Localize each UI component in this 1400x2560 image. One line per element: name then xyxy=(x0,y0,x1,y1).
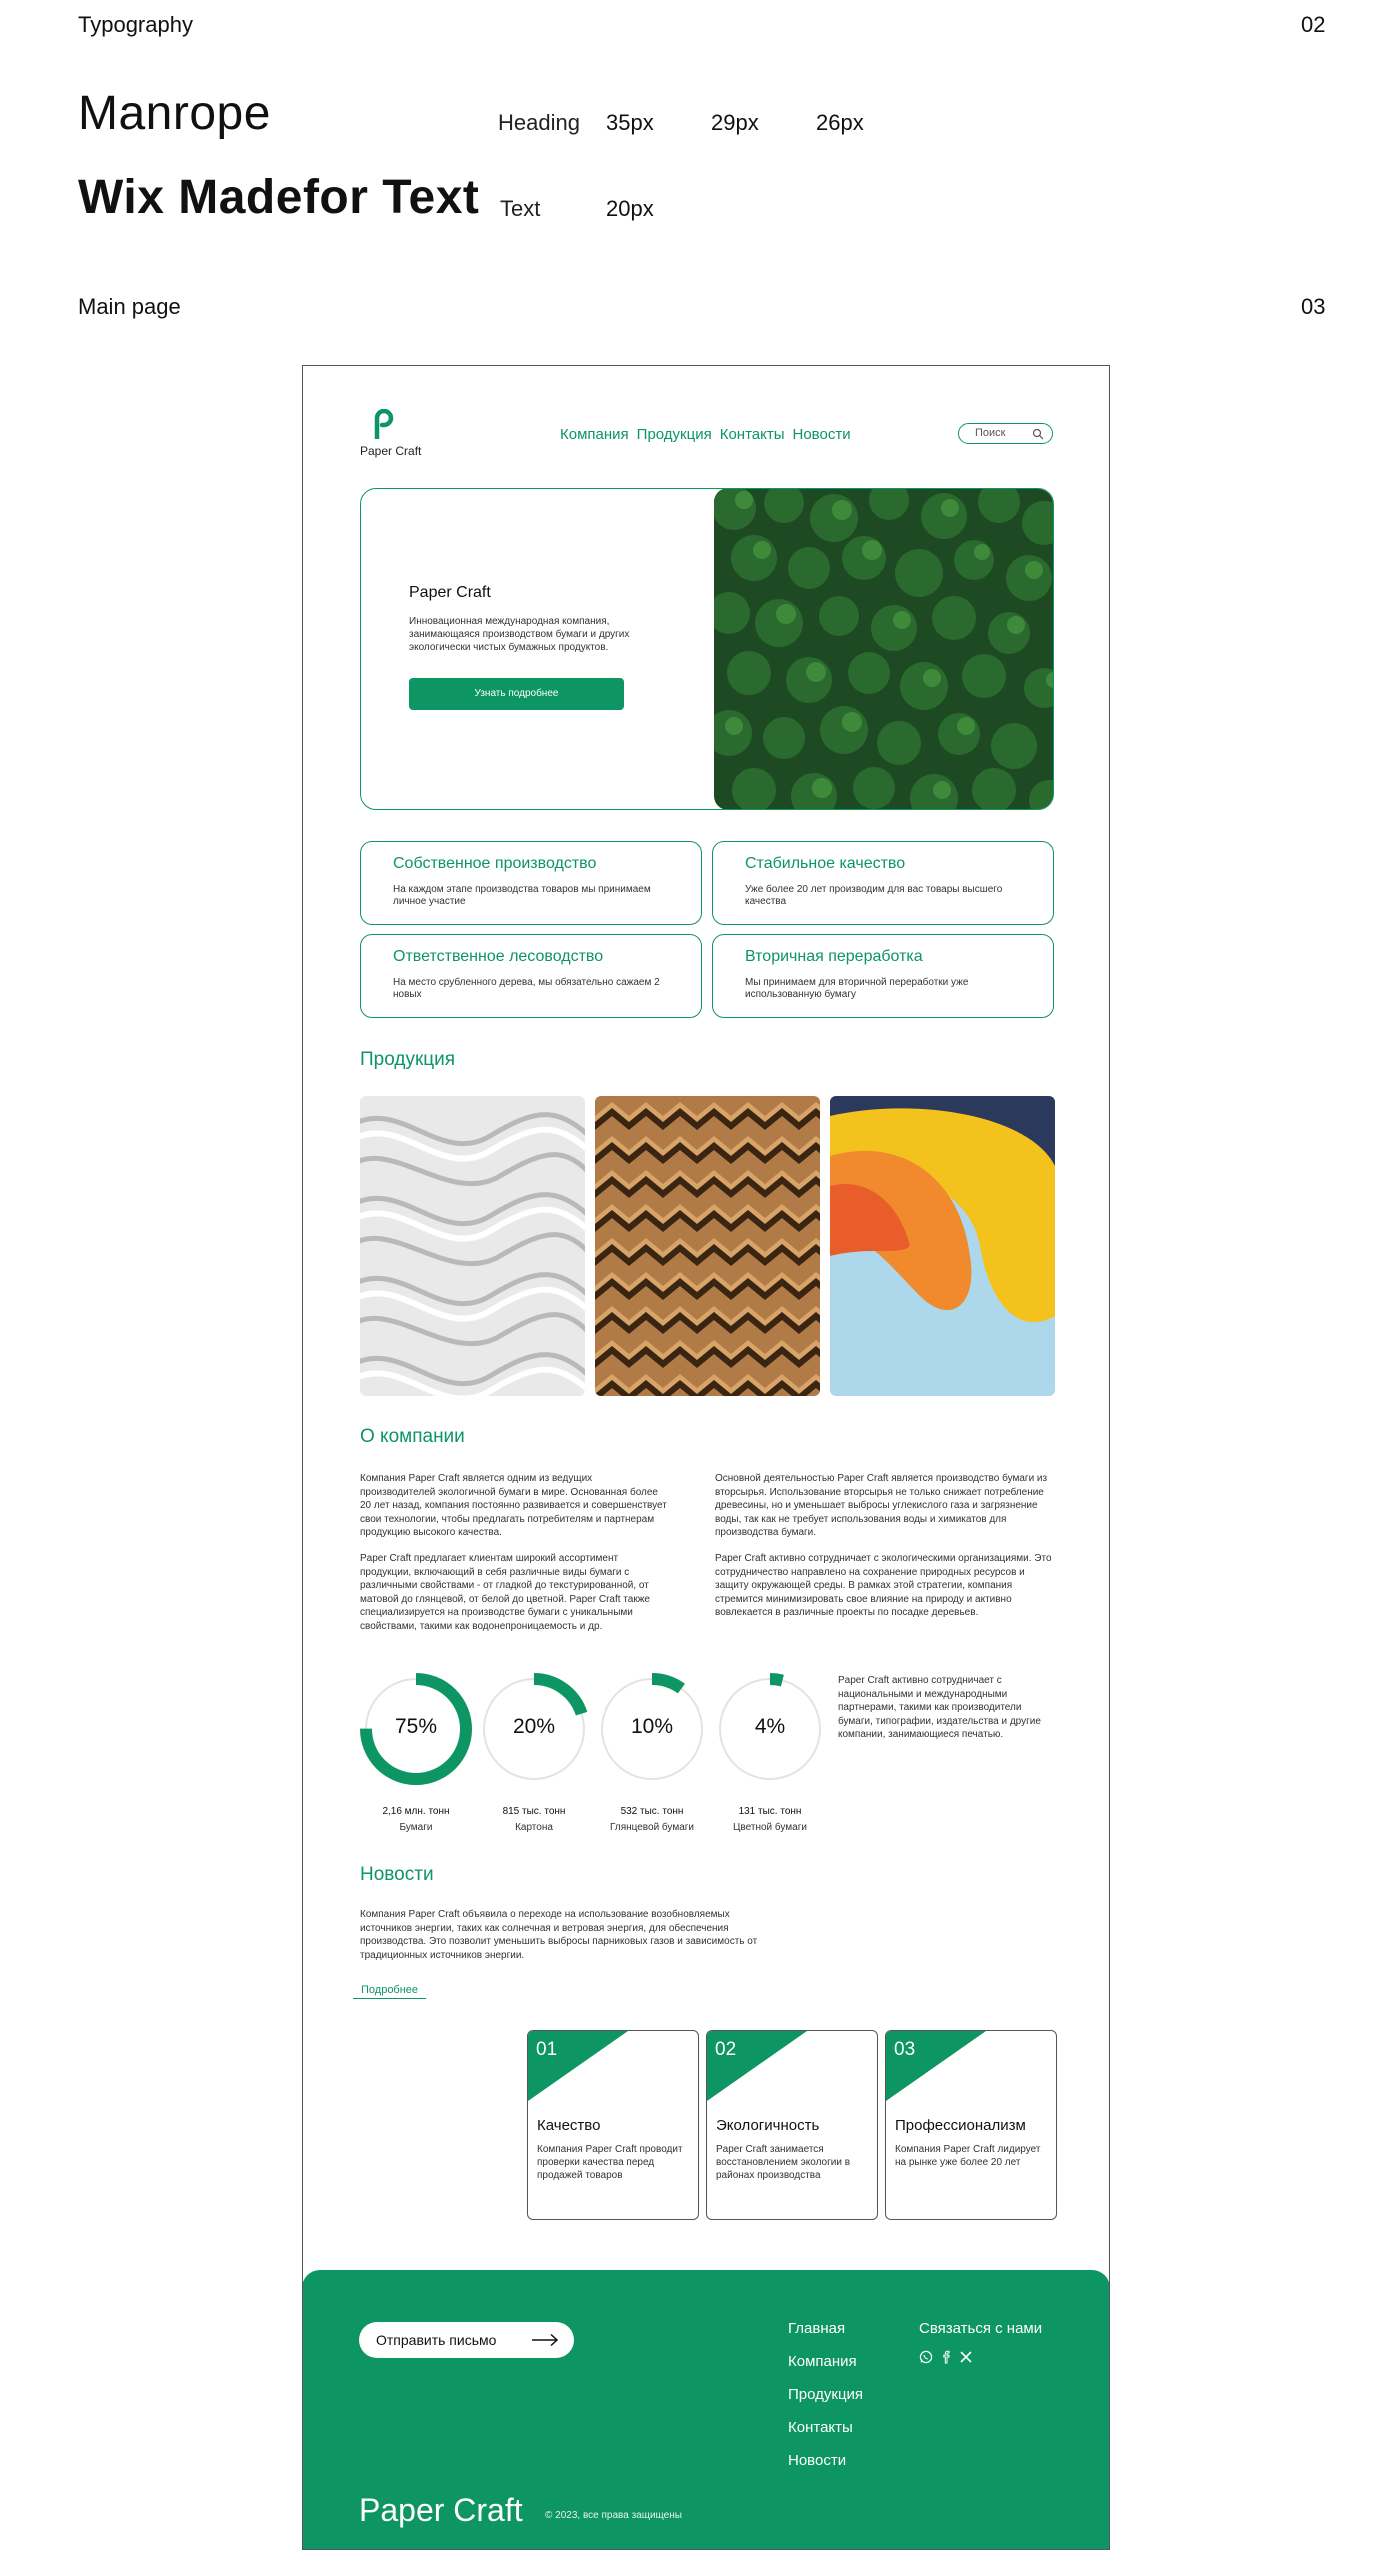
card-title: Профессионализм xyxy=(895,2117,1026,2134)
footer-link-news[interactable]: Новости xyxy=(788,2452,847,2469)
feature-card[interactable] xyxy=(712,841,1054,925)
hero-section xyxy=(360,488,1054,810)
heading-size-3: 26px xyxy=(816,110,864,135)
footer-link-company[interactable]: Компания xyxy=(788,2353,857,2370)
stat-ring xyxy=(714,1673,826,1790)
card-title: Экологичность xyxy=(716,2117,820,2134)
search-icon[interactable] xyxy=(1032,428,1044,440)
news-text: Компания Paper Craft объявила о переходе на использование возобновляемых источников энергии, таких как солнечная и ветровая энергия, для обеспечения производства. Это позволит уменьшить выбросы парниковых газов и зависимость от традиционных источников энергии. xyxy=(360,1909,758,1961)
social-links xyxy=(919,2350,973,2364)
card-description: Paper Craft занимается восстановлением экологии в районах производства xyxy=(716,2144,851,2181)
forest-image xyxy=(714,488,1054,810)
feature-card[interactable] xyxy=(360,841,702,925)
stat-label: Глянцевой бумаги xyxy=(610,1822,694,1833)
contact-title: Связаться с нами xyxy=(919,2320,1043,2337)
facebook-icon[interactable] xyxy=(939,2350,953,2364)
copyright: © 2023, все права защищены xyxy=(545,2510,682,2521)
stat-amount: 131 тыс. тонн xyxy=(738,1806,802,1817)
send-email-label: Отправить письмо xyxy=(376,2332,497,2348)
text-label: Text xyxy=(500,196,541,221)
stat-amount: 815 тыс. тонн xyxy=(502,1806,566,1817)
stat-percent: 75% xyxy=(394,1715,438,1738)
stat-ring xyxy=(478,1673,590,1790)
heading-size-1: 35px xyxy=(606,110,654,135)
stat-percent: 10% xyxy=(630,1715,674,1738)
product-color-paper-image[interactable] xyxy=(830,1096,1055,1396)
news-title: Новости xyxy=(360,1864,434,1885)
stat-label: Картона xyxy=(515,1822,553,1833)
about-paragraph: Paper Craft активно сотрудничает с экологическими организациями. Это сотрудничество направлено на сохранение природных ресурсов и защиту окружающей среды. В рамках этой стратегии, компания стремится минимизировать свое влияние на природу и активно вовлекается в различные проекты по посадке деревьев. xyxy=(715,1553,1052,1618)
product-white-paper-image[interactable] xyxy=(360,1096,585,1396)
footer-link-contacts[interactable]: Контакты xyxy=(788,2419,853,2436)
hero-title: Paper Craft xyxy=(409,584,491,601)
stat-label: Бумаги xyxy=(399,1822,433,1833)
feature-title: Ответственное лесоводство xyxy=(393,948,604,965)
card-description: Компания Paper Craft лидирует на рынке уже более 20 лет xyxy=(895,2144,1041,2168)
card-number: 02 xyxy=(715,2039,737,2060)
card-number: 03 xyxy=(894,2039,916,2060)
search-input[interactable] xyxy=(958,423,1053,444)
footer-link-home[interactable]: Главная xyxy=(788,2320,846,2337)
about-title: О компании xyxy=(360,1426,465,1447)
whatsapp-icon[interactable] xyxy=(919,2350,933,2364)
text-font-name: Wix Madefor Text xyxy=(78,171,480,224)
feature-description: Уже более 20 лет производим для вас товары высшего качества xyxy=(745,884,1003,907)
send-email-button[interactable] xyxy=(359,2322,574,2358)
heading-size-2: 29px xyxy=(711,110,759,135)
more-link[interactable]: Подробнее xyxy=(353,1984,426,1999)
page-number: 02 xyxy=(1301,12,1326,37)
feature-title: Собственное производство xyxy=(393,855,597,872)
stat-percent: 20% xyxy=(512,1715,556,1738)
nav-link-contacts[interactable]: Контакты xyxy=(719,426,785,443)
main-page-mockup xyxy=(302,365,1110,2550)
stat-amount: 2,16 млн. тонн xyxy=(382,1806,450,1817)
partners-text: Paper Craft активно сотрудничает с национальными и международными партнерами, такими как производители бумаги, типографии, издательства и другие компании, занимающиеся печатью. xyxy=(838,1675,1041,1740)
card-number: 01 xyxy=(536,2039,558,2060)
main-nav xyxy=(560,426,851,443)
feature-description: На место срубленного дерева, мы обязательно сажаем 2 новых xyxy=(393,977,660,1000)
footer-nav xyxy=(788,2320,863,2485)
logo-text[interactable]: Paper Craft xyxy=(360,444,422,458)
about-paragraph: Paper Craft предлагает клиентам широкий ассортимент продукции, включающий в себя различные виды бумаги с различными свойствами - от гладкой до текстурированной, от матовой до глянцевой, от белой до цветной. Paper Craft также специализируется на производстве бумаги с уникальными свойствами, такими как водонепроницаемость и др. xyxy=(360,1553,650,1632)
footer-link-products[interactable]: Продукция xyxy=(788,2386,864,2403)
heading-font-name: Manrope xyxy=(78,87,271,140)
about-paragraph: Компания Paper Craft является одним из ведущих производителей экологичной бумаги в мире. Основанная более 20 лет назад, компания постоянно развивается и совершенствует свои технологии, чтобы предлагать потребителям и партнерам продукцию высокого качества. xyxy=(360,1473,667,1538)
typography-label: Typography xyxy=(78,12,193,37)
arrow-right-icon xyxy=(531,2333,559,2347)
heading-label: Heading xyxy=(498,110,580,135)
main-page-label: Main page xyxy=(78,294,181,319)
products-title: Продукция xyxy=(360,1049,456,1070)
stat-ring xyxy=(596,1673,708,1790)
page-number: 03 xyxy=(1301,294,1326,319)
value-card[interactable] xyxy=(527,2030,699,2220)
feature-title: Вторичная переработка xyxy=(745,948,923,965)
nav-link-products[interactable]: Продукция xyxy=(636,426,712,443)
card-title: Качество xyxy=(537,2117,601,2134)
stat-ring xyxy=(360,1673,472,1790)
card-description: Компания Paper Craft проводит проверки качества перед продажей товаров xyxy=(537,2144,683,2181)
about-paragraph: Основной деятельностью Paper Craft является производство бумаги из вторсырья. Использование вторсырья не только снижает потребление древесины, но и уменьшает выбросы углекислого газа и загрязнение воды, так как не требует использования воды и химикатов для производства бумаги. xyxy=(715,1473,1048,1538)
stat-percent: 4% xyxy=(754,1715,786,1738)
x-icon[interactable] xyxy=(959,2350,973,2364)
stat-label: Цветной бумаги xyxy=(733,1822,807,1833)
nav-link-news[interactable]: Новости xyxy=(792,426,851,443)
product-cardboard-image[interactable] xyxy=(595,1096,820,1396)
feature-title: Стабильное качество xyxy=(745,855,906,872)
logo-icon[interactable] xyxy=(373,409,395,439)
feature-card[interactable] xyxy=(712,934,1054,1018)
hero-description: Инновационная международная компания, занимающаяся производством бумаги и других экологически чистых бумажных продуктов. xyxy=(409,616,630,653)
feature-description: На каждом этапе производства товаров мы принимаем личное участие xyxy=(393,884,651,907)
feature-description: Мы принимаем для вторичной переработки уже использованную бумагу xyxy=(745,977,969,1000)
text-size: 20px xyxy=(606,196,654,221)
nav-link-company[interactable]: Компания xyxy=(560,426,629,443)
footer xyxy=(302,2270,1110,2550)
stat-amount: 532 тыс. тонн xyxy=(620,1806,684,1817)
footer-brand: Paper Craft xyxy=(359,2492,523,2528)
value-card[interactable] xyxy=(706,2030,878,2220)
feature-card[interactable] xyxy=(360,934,702,1018)
search-placeholder: Поиск xyxy=(975,427,1006,439)
learn-more-button[interactable]: Узнать подробнее xyxy=(409,678,624,710)
value-card[interactable] xyxy=(885,2030,1057,2220)
